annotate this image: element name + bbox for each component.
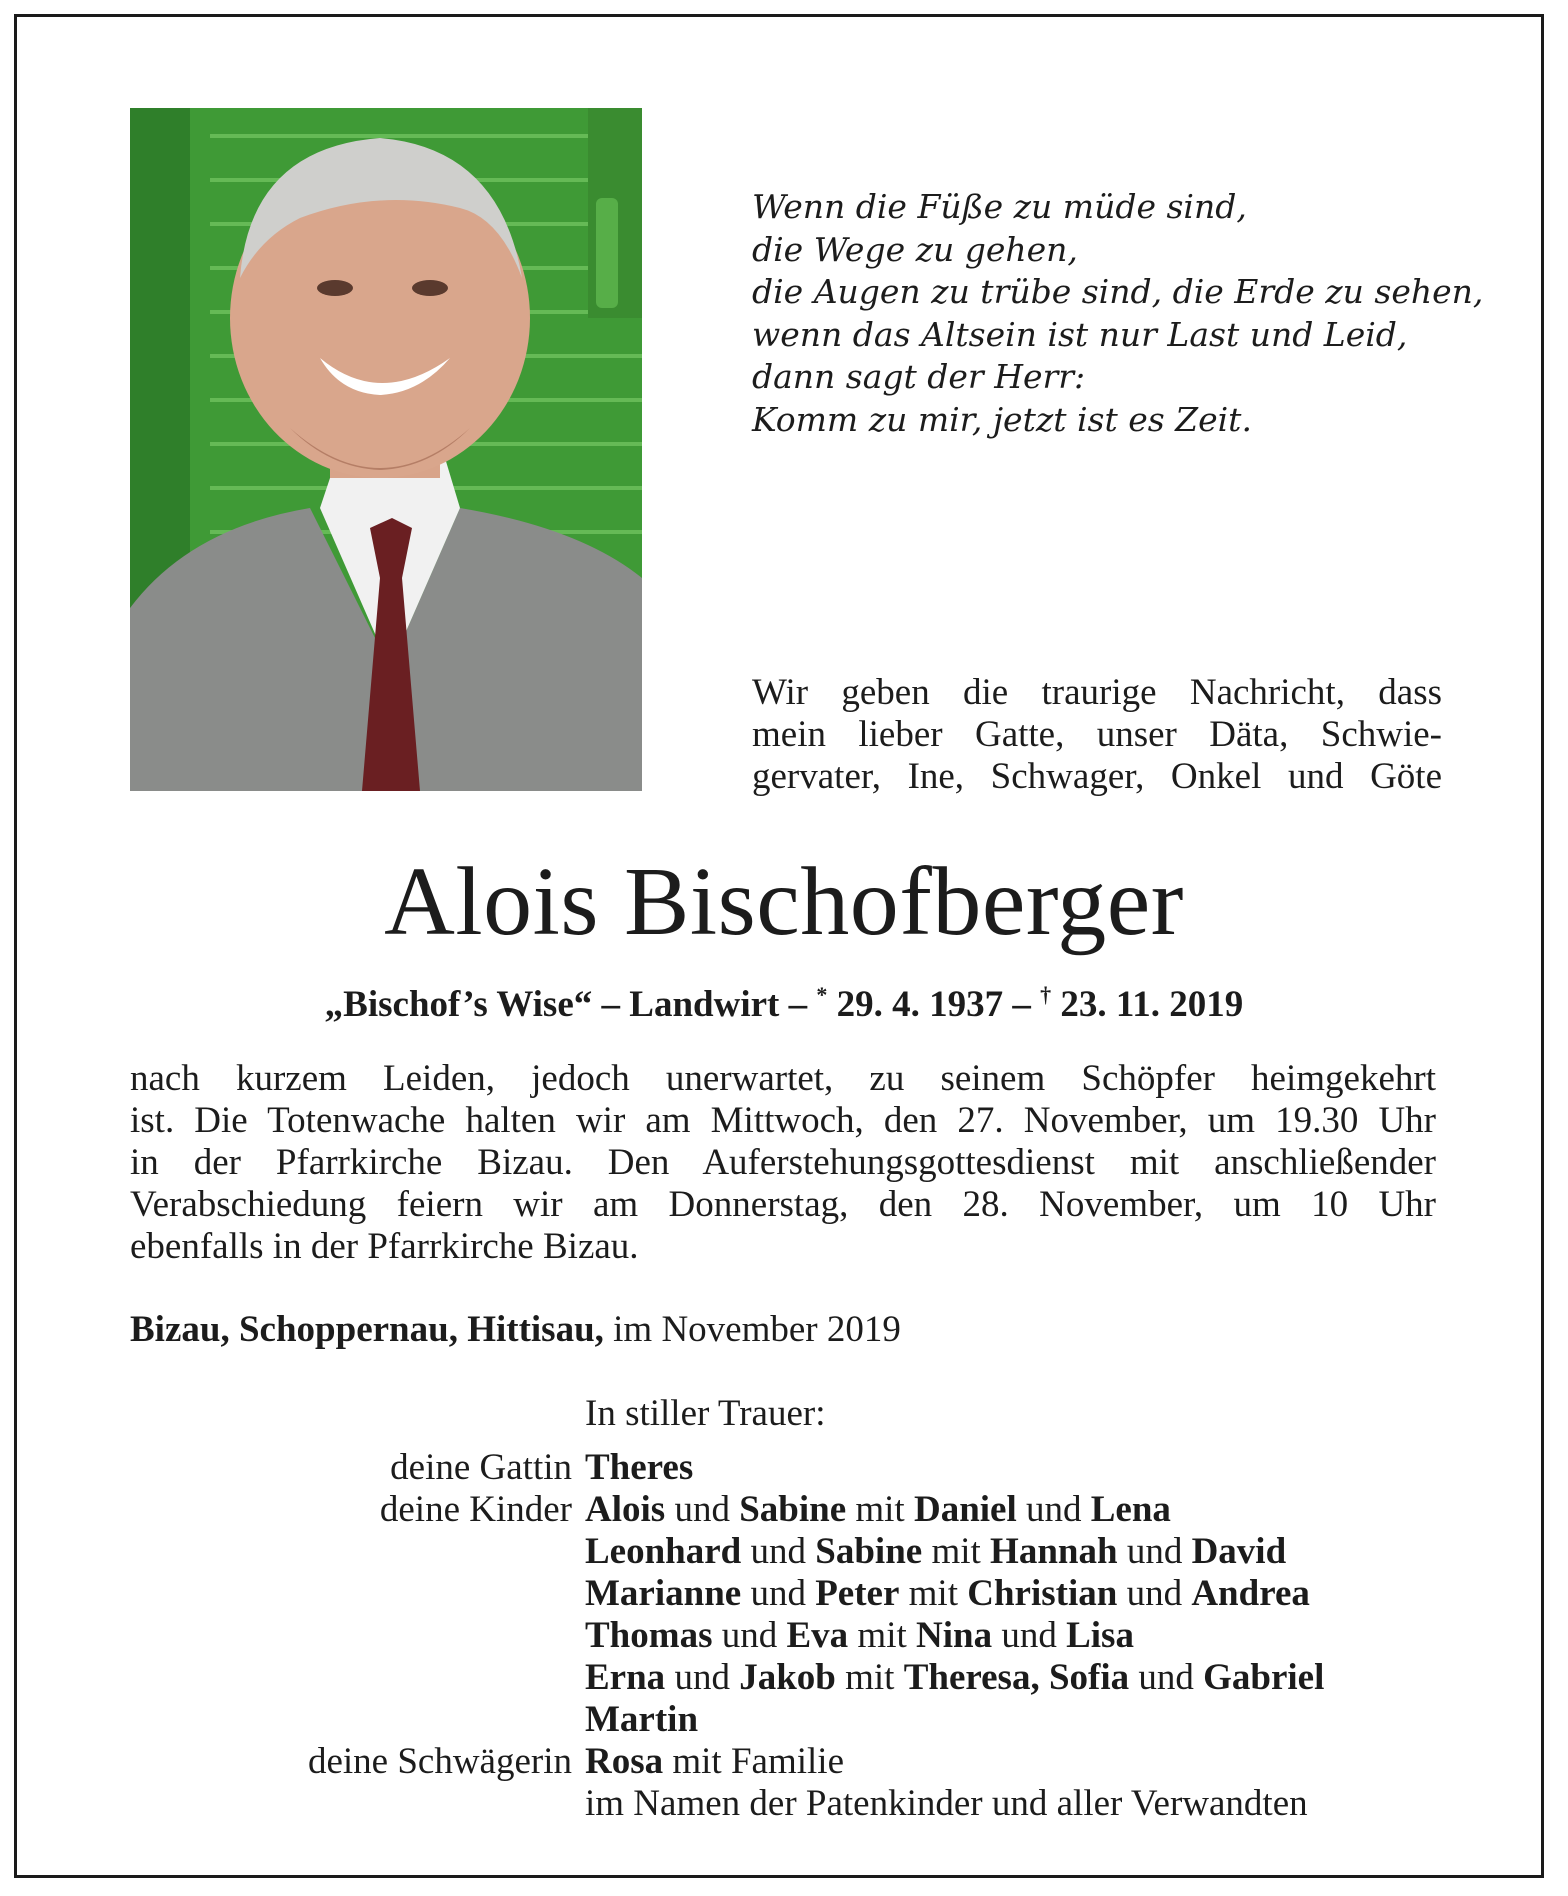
connector-text: und: [712, 1615, 787, 1656]
mourner-row: [130, 1783, 1470, 1825]
deceased-name: Alois Bischofberger: [384, 848, 1184, 956]
connector-text: und: [665, 1657, 740, 1698]
mourner-row: [130, 1699, 1470, 1741]
poem-line: dann sagt der Herr:: [752, 357, 1086, 396]
connector-text: und: [992, 1615, 1067, 1656]
mourner-role: [130, 1699, 585, 1741]
mourner-name: Christian: [967, 1573, 1118, 1614]
mourner-names: [585, 1657, 1324, 1699]
separator: –: [601, 984, 630, 1025]
mourner-name: Eva: [786, 1615, 849, 1656]
mourner-name: Theres: [585, 1447, 694, 1488]
body-line: nach kurzem Leiden, jedoch unerwartet, zu seinem Schöpfer heimgekehrt: [130, 1058, 1436, 1099]
mourner-name: Sabine: [739, 1489, 847, 1530]
announcement-body: [130, 1058, 1436, 1268]
mourner-row: [130, 1447, 1470, 1489]
poem-line: die Wege zu gehen,: [752, 229, 1078, 269]
mourner-name: Marianne: [585, 1573, 742, 1614]
connector-text: mit: [899, 1573, 968, 1614]
mourner-names: [585, 1783, 1308, 1825]
mourner-role: deine Gattin: [390, 1447, 572, 1488]
connector-text: und: [1016, 1489, 1091, 1530]
mourner-name: Leonhard: [585, 1531, 742, 1572]
connector-text: mit: [835, 1657, 904, 1698]
body-line: ebenfalls in der Pfarrkirche Bizau.: [130, 1226, 639, 1267]
mourner-role: [130, 1783, 585, 1825]
mourner-names: [585, 1573, 1310, 1615]
portrait-illustration: [130, 108, 642, 791]
mourners-list: [130, 1447, 1470, 1825]
connector-text: und: [741, 1573, 816, 1614]
mourner-name: Lisa: [1066, 1615, 1134, 1656]
portrait-photo: [130, 108, 642, 791]
mourner-name: Gabriel: [1203, 1657, 1325, 1698]
mourner-row: [130, 1573, 1470, 1615]
intro-line: Wir geben die traurige Nachricht, dass: [752, 672, 1442, 713]
poem-line: Komm zu mir, jetzt ist es Zeit.: [752, 399, 1252, 439]
connector-text: mit: [848, 1615, 917, 1656]
poem-line: wenn das Altsein ist nur Last und Leid,: [752, 314, 1408, 354]
mourner-name: Lena: [1090, 1489, 1171, 1530]
mourner-name: Nina: [916, 1615, 993, 1656]
body-line: ist. Die Totenwache halten wir am Mittwoch, den 27. November, um 19.30 Uhr: [130, 1100, 1436, 1141]
connector-text: und: [665, 1489, 740, 1530]
mourner-name: Alois: [585, 1489, 666, 1530]
poem-line: die Augen zu trübe sind, die Erde zu sehen,: [752, 272, 1484, 311]
mourner-name: Theresa, Sofia: [903, 1657, 1130, 1698]
mourner-name: Rosa: [585, 1741, 664, 1782]
birth-mark: *: [816, 982, 828, 1007]
mourner-name: Hannah: [990, 1531, 1118, 1572]
date: im November 2019: [613, 1309, 901, 1350]
mourner-names: [585, 1489, 1171, 1531]
connector-text: und: [1129, 1657, 1204, 1698]
separator: –: [1012, 984, 1041, 1025]
mourner-names: [585, 1741, 844, 1783]
mourner-name: Andrea: [1191, 1573, 1310, 1614]
mourner-name: Jakob: [739, 1657, 836, 1698]
mourning-heading: In stiller Trauer:: [585, 1393, 826, 1434]
poem-line: Wenn die Füße zu müde sind,: [752, 187, 1247, 226]
mourner-row: [130, 1615, 1470, 1657]
mourner-row: [130, 1657, 1470, 1699]
place-and-date: [130, 1308, 901, 1352]
mourner-role: [130, 1531, 585, 1573]
body-line: Verabschiedung feiern wir am Donnerstag, den 28. November, um 10 Uhr: [130, 1184, 1436, 1225]
connector-text: mit Familie: [663, 1741, 845, 1782]
mourner-role: deine Schwägerin: [307, 1741, 572, 1782]
mourner-name: Martin: [585, 1699, 699, 1740]
poem: [752, 186, 1484, 441]
mourner-role: [130, 1615, 585, 1657]
mourner-names: [585, 1447, 693, 1489]
connector-text: und: [741, 1531, 816, 1572]
intro-line: mein lieber Gatte, unser Däta, Schwie-: [752, 714, 1442, 755]
connector-text: mit: [846, 1489, 914, 1530]
death-date: 23. 11. 2019: [1060, 984, 1244, 1025]
mourner-names: [585, 1615, 1134, 1657]
mourner-name: Daniel: [913, 1489, 1017, 1530]
occupation: Landwirt: [629, 984, 780, 1025]
connector-text: mit: [922, 1531, 991, 1572]
death-mark: †: [1040, 982, 1052, 1007]
announcement-intro: [752, 672, 1442, 798]
mourner-names: [585, 1531, 1286, 1573]
mourner-name: David: [1191, 1531, 1287, 1572]
mourner-role: [130, 1657, 585, 1699]
deceased-details: [0, 973, 1568, 1027]
birth-date: 29. 4. 1937: [836, 984, 1004, 1025]
connector-text: im Namen der Patenkinder und aller Verwandten: [585, 1783, 1308, 1824]
mourner-row: [130, 1531, 1470, 1573]
body-line: in der Pfarrkirche Bizau. Den Auferstehungsgottesdienst mit anschließender: [130, 1142, 1436, 1183]
mourner-name: Erna: [585, 1657, 666, 1698]
mourner-name: Peter: [815, 1573, 900, 1614]
connector-text: und: [1117, 1531, 1192, 1572]
connector-text: und: [1117, 1573, 1192, 1614]
mourner-names: [585, 1699, 698, 1741]
mourner-name: Thomas: [585, 1615, 713, 1656]
mourner-row: [130, 1741, 1470, 1783]
mourner-role: deine Kinder: [379, 1489, 572, 1530]
mourner-role: [130, 1573, 585, 1615]
mourner-name: Sabine: [815, 1531, 923, 1572]
places: Bizau, Schoppernau, Hittisau,: [130, 1309, 604, 1350]
separator: –: [788, 984, 817, 1025]
mourner-row: [130, 1489, 1470, 1531]
intro-line: gervater, Ine, Schwager, Onkel und Göte: [752, 756, 1442, 797]
nickname: „Bischof’s Wise“: [324, 984, 593, 1025]
